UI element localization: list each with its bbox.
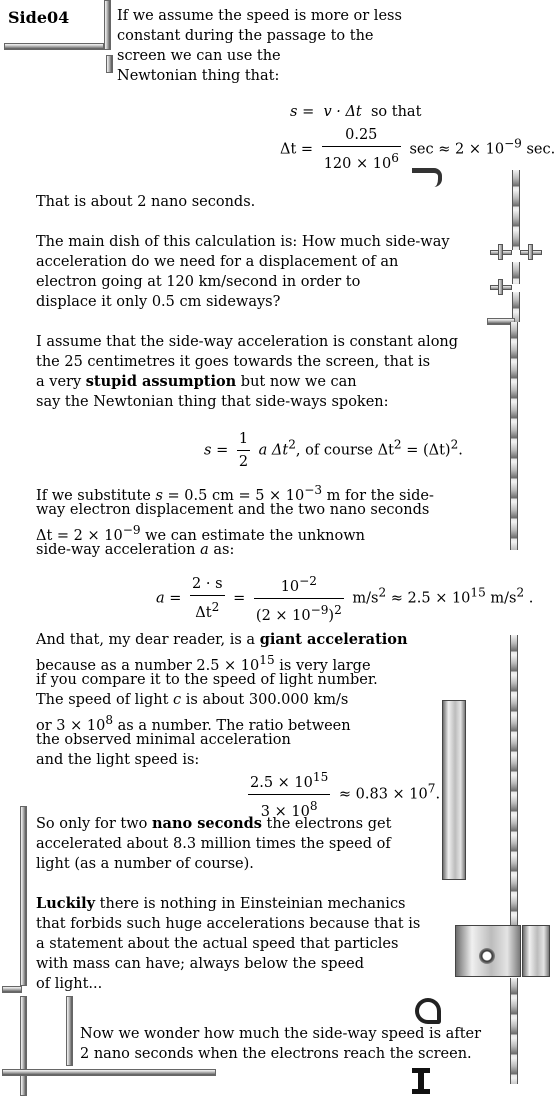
eq-approx: ≈ 2.5 × 10 [390,590,471,607]
eq-text: = (Δt) [401,442,451,459]
eq-symbol: s [204,442,212,459]
text-line [36,894,420,914]
page-title: Side04 [8,8,70,27]
text-line: displace it only 0.5 cm sideways? [36,294,281,310]
text-line: the observed minimal acceleration [36,732,291,748]
text-line [36,690,407,710]
text-span: there is nothing in Einsteinian mechanics [95,896,406,912]
text-span: is very large [274,657,371,674]
eq-approx: ≈ 0.83 × 10 [338,786,428,803]
exponent: −3 [304,483,323,497]
eq-text: so that [370,104,422,120]
exponent: 2 [378,585,387,600]
text-span: or 3 × 10 [36,717,106,734]
text-line: that forbids such huge accelerations because that is [36,916,421,932]
text-line [36,710,407,734]
den-text: Δt [195,604,212,621]
text-line [36,480,434,504]
left-bar-lower [20,996,27,1096]
text-span: as a number. The ratio between [113,717,351,734]
text-line: Newtonian thing that: [117,68,280,84]
den-text: ) [328,607,335,624]
fraction [322,124,401,175]
denominator [322,147,401,175]
eq-term: v · Δt [323,104,362,120]
text-line: the 25 centimetres it goes towards the screen, that is [36,354,431,370]
text-span: a very [36,374,86,390]
intro-paragraph [117,6,402,86]
eq-unit: m/s [352,590,379,607]
math-symbol: s [155,487,163,504]
eq-symbol: Δt [280,141,297,158]
bold-phrase: Luckily [36,895,96,912]
text-line: accelerated about 8.3 million times the speed of [36,836,391,852]
denominator [254,599,344,627]
numerator [254,570,344,599]
text-line: 2 nano seconds when the electrons reach the screen. [80,1046,472,1062]
exponent: 2 [211,599,220,614]
right-chain-long [510,322,518,550]
cross-ornament-2 [520,244,542,260]
wonder-paragraph [80,1024,481,1064]
equation-acceleration [156,570,533,627]
nano-seconds-paragraph [36,814,391,874]
numerator: 2 · s [190,573,225,596]
eq-dot: . [435,786,441,803]
math-symbol: a [200,542,209,558]
left-corner-bar [2,986,22,993]
cross-ornament-3 [490,279,512,295]
text-span: m for the side- [322,487,434,504]
text-span: is about 300.000 km/s [181,692,349,708]
text-line: acceleration do we need for a displacement of an [36,254,399,270]
text-span: because as a number 2.5 × 10 [36,657,260,674]
den-text: 3 × 10 [260,803,310,820]
main-dish-paragraph [36,232,450,312]
den-text: 120 × 10 [323,155,392,172]
bold-phrase: nano seconds [152,815,262,832]
eq-unit: m/s [490,590,517,607]
exponent: 6 [391,151,399,165]
text-line: That is about 2 nano seconds. [36,194,256,210]
header-side-bar-lower [106,55,113,73]
substitute-paragraph [36,480,434,560]
eq-symbol: a [156,590,165,607]
text-line: of light... [36,976,103,992]
text-line: electron going at 120 km/second in order to [36,274,361,290]
text-line: light (as a number of course). [36,856,254,872]
text-span: side-way acceleration [36,542,201,558]
exponent: −9 [504,136,522,151]
text-span: The speed of light [36,692,174,708]
text-line: way electron displacement and the two nano seconds [36,502,430,518]
tilted-glyph-icon [415,998,441,1024]
hole-icon [479,948,495,964]
right-chain-lower [510,635,518,925]
exponent: 2 [393,437,402,452]
text-span: So only for two [36,816,152,832]
text-span: If we substitute [36,487,156,504]
text-line [36,814,391,834]
exponent: 8 [309,798,318,813]
eq-unit: sec. [526,141,555,158]
numerator: 1 [237,428,250,451]
eq-sign: = [216,442,229,459]
text-line: and the light speed is: [36,752,200,768]
eq-sign: = [169,590,182,607]
text-line: screen we can use the [117,48,281,64]
metal-panel-vertical [442,700,466,880]
text-line [36,650,407,674]
text-span: the electrons get [261,816,392,832]
exponent: 2 [288,437,296,452]
denominator: 2 [238,454,249,470]
equation-dt [280,124,555,175]
cross-ornament-1 [490,244,512,260]
eq-dot: . [528,590,534,607]
text-span: Δt = 2 × 10 [36,527,123,544]
eq-approx: ≈ 2 × 10 [438,141,505,158]
text-span: we can estimate the unknown [140,527,365,544]
giant-acceleration-paragraph [36,630,407,770]
den-text: (2 × 10 [255,607,311,624]
right-chain-bottom [510,978,518,1084]
luckily-paragraph [36,894,420,994]
right-chain-upper [512,170,520,250]
eq-text: , of course Δt [295,442,394,459]
text-span: = 0.5 cm = 5 × 10 [162,487,305,504]
bold-phrase: stupid assumption [85,373,237,390]
exponent: 15 [470,585,486,600]
text-line: constant during the passage to the [117,28,374,44]
equation-s-v-dt [290,102,421,122]
text-line: with mass can have; always below the speed [36,956,365,972]
exponent: −2 [299,574,317,588]
bottom-bar [2,1069,216,1076]
exponent: 7 [427,781,436,796]
right-chain-mid [512,262,520,284]
i-beam-icon [412,1068,430,1094]
eq-unit: sec [409,141,434,158]
text-line: a statement about the actual speed that particles [36,936,399,952]
math-symbol: c [173,692,182,708]
exponent: 2 [450,437,459,452]
denominator [190,596,225,624]
eq-dot: . [458,442,463,459]
num-text: 2.5 × 10 [250,774,313,791]
header-side-bar [104,0,111,50]
numerator [248,766,330,795]
bold-phrase: giant acceleration [259,631,408,648]
numerator: 0.25 [322,124,401,147]
exponent: 15 [312,770,329,784]
fraction [190,573,225,624]
text-line: say the Newtonian thing that side-ways spoken: [36,394,389,410]
fraction [254,570,344,627]
text-line [36,630,407,650]
exponent: 15 [259,653,275,667]
eq-symbol: s [290,104,298,120]
text-line: if you compare it to the speed of light number. [36,672,378,688]
text-line: Now we wonder how much the side-way speed is after [80,1026,482,1042]
text-line: The main dish of this calculation is: How much side-way [36,234,450,250]
exponent: −9 [122,523,141,537]
exponent: 2 [334,602,342,617]
text-span: as: [208,542,235,558]
fraction [237,428,250,473]
exponent: −9 [310,602,329,617]
eq-sign: = [233,590,246,607]
eq-sign: = [300,141,314,158]
nano-paragraph [36,192,255,212]
text-line [36,520,434,544]
exponent: 2 [516,585,525,600]
assumption-paragraph [36,332,458,412]
text-line [36,372,458,392]
metal-panel-side [522,925,550,977]
text-line: If we assume the speed is more or less [117,8,402,24]
text-span: And that, my dear reader, is a [36,632,260,648]
text-span: but now we can [236,374,357,390]
equation-s-half-a-dt2 [204,428,463,473]
eq-sign: = [302,104,315,120]
left-bar-mid [66,996,73,1066]
exponent: 8 [105,713,114,727]
text-line: I assume that the side-way acceleration is constant along [36,334,459,350]
left-bar-upper [20,806,27,986]
eq-term: a Δt [258,442,289,459]
header-underline-bar [4,43,104,50]
num-text: 10 [280,578,300,595]
